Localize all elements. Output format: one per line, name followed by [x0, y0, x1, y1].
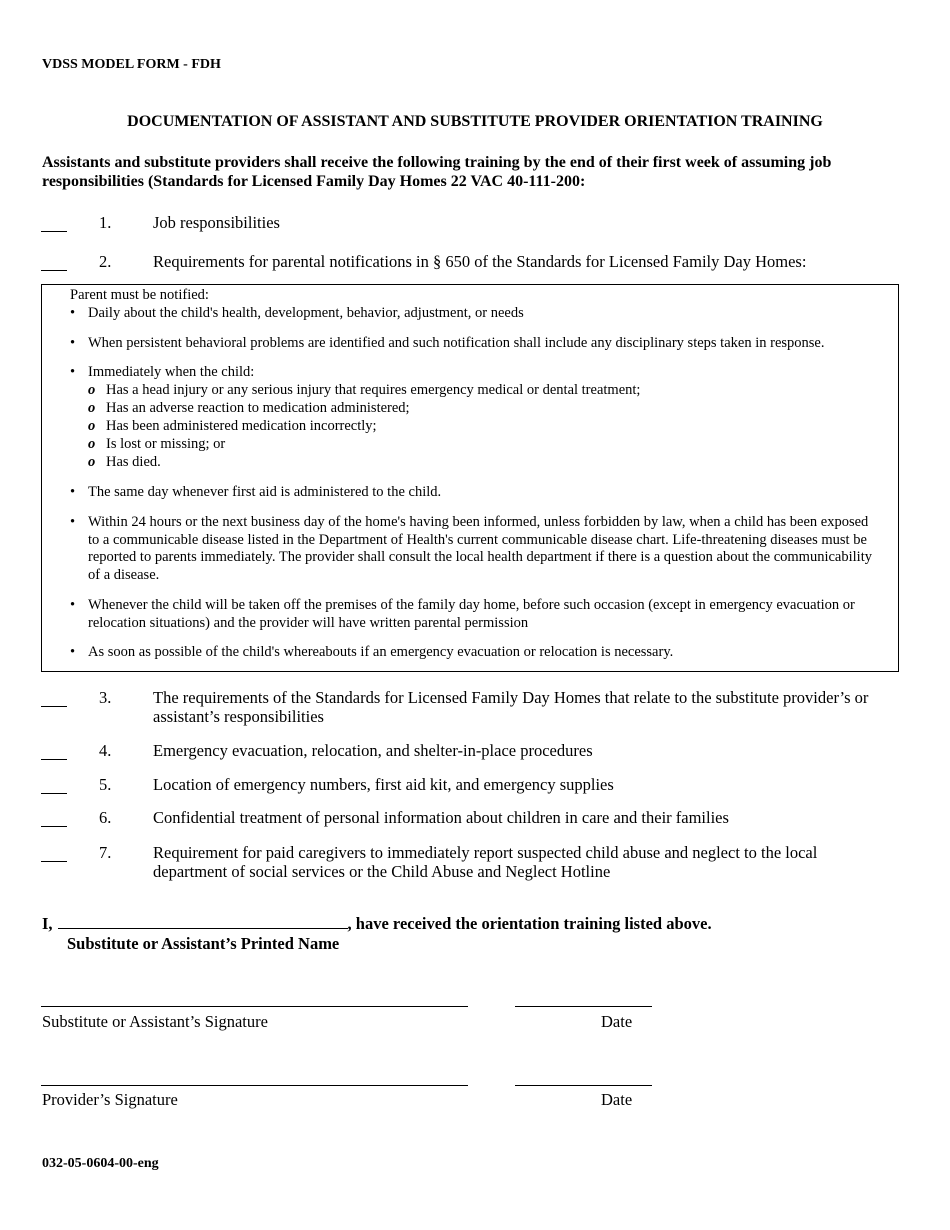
checkoff-blank[interactable]	[41, 213, 67, 232]
provider-date-caption: Date	[601, 1090, 633, 1109]
provider-signature-caption: Provider’s Signature	[42, 1090, 178, 1109]
circle-bullet-icon: o	[88, 418, 96, 434]
item-number: 1.	[99, 213, 112, 232]
bullet-icon: •	[70, 597, 76, 613]
sub-bullet-text: Has a head injury or any serious injury that requires emergency medical or dental treatment;	[106, 382, 641, 398]
assistant-date-line[interactable]	[515, 1006, 652, 1007]
bullet-icon: •	[70, 305, 76, 321]
assistant-date-caption: Date	[601, 1012, 633, 1031]
bullet-text: Within 24 hours or the next business day of the home's having been informed, unless forbidden by law, when a child has been exposed to a communicable disease listed in the Department of Health's current communicable disease chart. Life-threatening diseases must be reported to parents immediately. The provider shall consult the local health department if there is a question about the communicability of a disease.	[88, 514, 872, 583]
bullet-text: As soon as possible of the child's whereabouts if an emergency evacuation or relocation is necessary.	[88, 644, 674, 660]
item-number: 6.	[99, 808, 112, 827]
item-text: Emergency evacuation, relocation, and shelter-in-place procedures	[153, 741, 593, 760]
circle-bullet-icon: o	[88, 400, 96, 416]
acknowledgement-statement	[42, 914, 712, 934]
item-text: Requirement for paid caregivers to immediately report suspected child abuse and neglect to the local department of social services or the Child Abuse and Neglect Hotline	[153, 843, 818, 881]
bullet-icon: •	[70, 335, 76, 351]
assistant-signature-line[interactable]	[41, 1006, 468, 1007]
checkoff-blank[interactable]	[41, 775, 67, 794]
bullet-text: Daily about the child's health, development, behavior, adjustment, or needs	[88, 305, 524, 321]
checkoff-blank[interactable]	[41, 252, 67, 271]
assistant-signature-caption: Substitute or Assistant’s Signature	[42, 1012, 268, 1031]
sub-bullet-text: Has been administered medication incorrectly;	[106, 418, 377, 434]
bullet-text: Whenever the child will be taken off the premises of the family day home, before such occasion (except in emergency evacuation or relocation situations) and the provider will have written parental permission	[88, 597, 855, 631]
bullet-icon: •	[70, 644, 76, 660]
intro-paragraph: Assistants and substitute providers shall receive the following training by the end of their first week of assuming job responsibilities (Standards for Licensed Family Day Homes 22 VAC 40-111-200:	[42, 154, 832, 190]
sub-bullet-text: Is lost or missing; or	[106, 436, 226, 452]
item-text: The requirements of the Standards for Licensed Family Day Homes that relate to the substitute provider’s or assistant’s responsibilities	[153, 688, 869, 726]
item-number: 2.	[99, 252, 112, 271]
circle-bullet-icon: o	[88, 382, 96, 398]
item-text: Location of emergency numbers, first aid kit, and emergency supplies	[153, 775, 614, 794]
item-number: 4.	[99, 741, 112, 760]
checkoff-blank[interactable]	[41, 741, 67, 760]
provider-date-line[interactable]	[515, 1085, 652, 1086]
bullet-text: Immediately when the child:	[88, 364, 255, 380]
bullet-icon: •	[70, 364, 76, 380]
page-title: DOCUMENTATION OF ASSISTANT AND SUBSTITUTE PROVIDER ORIENTATION TRAINING	[127, 113, 823, 130]
item-text: Confidential treatment of personal information about children in care and their families	[153, 808, 729, 827]
ack-prefix: I,	[42, 914, 53, 933]
bullet-icon: •	[70, 514, 76, 530]
item-number: 7.	[99, 843, 112, 862]
item-number: 3.	[99, 688, 112, 707]
printed-name-caption: Substitute or Assistant’s Printed Name	[67, 934, 340, 953]
parent-notification-box	[41, 284, 899, 672]
circle-bullet-icon: o	[88, 454, 96, 470]
item-number: 5.	[99, 775, 112, 794]
printed-name-field[interactable]	[58, 914, 348, 929]
bullet-text: When persistent behavioral problems are identified and such notification shall include any disciplinary steps taken in response.	[88, 335, 825, 351]
circle-bullet-icon: o	[88, 436, 96, 452]
form-code: 032-05-0604-00-eng	[42, 1156, 159, 1171]
bullet-icon: •	[70, 484, 76, 500]
item-text: Job responsibilities	[153, 213, 280, 232]
checkoff-blank[interactable]	[41, 843, 67, 862]
sub-bullet-text: Has an adverse reaction to medication administered;	[106, 400, 410, 416]
checkoff-blank[interactable]	[41, 808, 67, 827]
item-text: Requirements for parental notifications in § 650 of the Standards for Licensed Family Day Homes:	[153, 252, 807, 271]
checkoff-blank[interactable]	[41, 688, 67, 707]
form-label: VDSS MODEL FORM - FDH	[42, 57, 221, 72]
box-heading: Parent must be notified:	[70, 287, 209, 303]
provider-signature-line[interactable]	[41, 1085, 468, 1086]
sub-bullet-text: Has died.	[106, 454, 161, 470]
ack-suffix: , have received the orientation training listed above.	[347, 914, 712, 933]
bullet-text: The same day whenever first aid is administered to the child.	[88, 484, 442, 500]
